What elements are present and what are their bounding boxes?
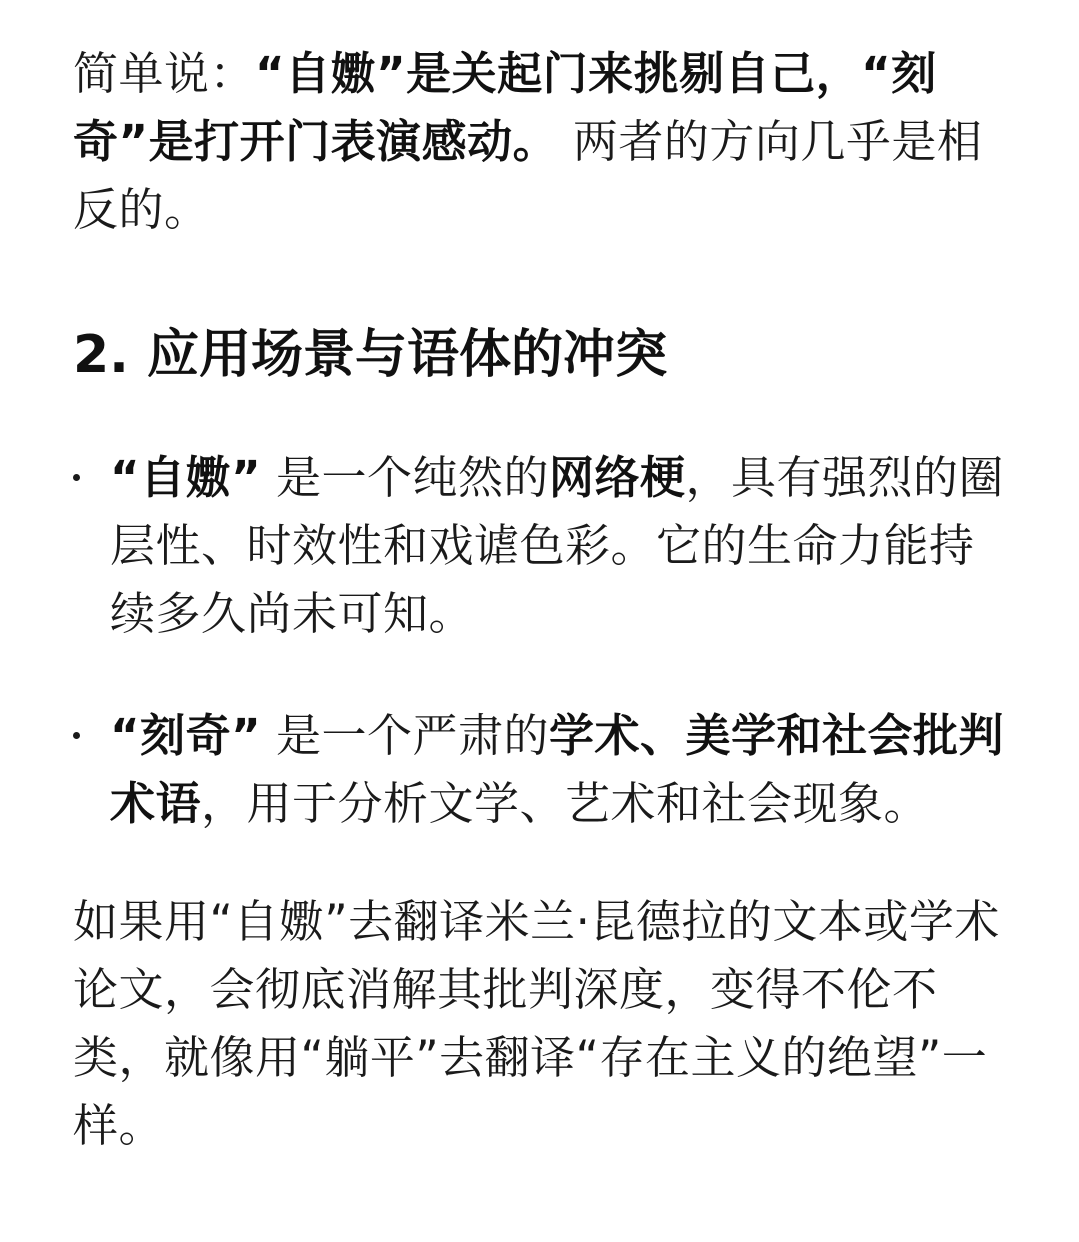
bullet-dot: [73, 732, 80, 739]
bullet-rest-text: ，具有强烈的圈层性、时效性和戏谑色彩。它的生命力能持续多久尚未可知。: [110, 451, 1004, 640]
bullet-dot: [73, 474, 80, 481]
bullet-mid-text: 是一个纯然的: [261, 451, 549, 504]
intro-suffix: 两者的方向几乎是相反的。: [73, 115, 983, 236]
list-item: [73, 444, 1013, 648]
intro-bold-statement: “自嫐”是关起门来挑剔自己，“刻奇”是打开门表演感动。: [73, 47, 937, 168]
section-heading: 2. 应用场景与语体的冲突: [73, 325, 668, 385]
bullet-text: [110, 451, 1004, 640]
bullet-term: “刻奇”: [110, 709, 262, 762]
intro-paragraph: [73, 40, 1013, 244]
bullet-emphasis: 网络梗: [548, 451, 686, 504]
list-item: [73, 702, 1013, 838]
bullet-text: [110, 709, 1004, 830]
bullet-list: [73, 444, 1013, 838]
bullet-rest-text: ，用于分析文学、艺术和社会现象。: [201, 777, 930, 830]
article-content: [73, 40, 1013, 1160]
bullet-mid-text: 是一个严肃的: [261, 709, 549, 762]
bullet-term: “自嫐”: [110, 451, 262, 504]
closing-paragraph: 如果用“自嫐”去翻译米兰·昆德拉的文本或学术论文，会彻底消解其批判深度，变得不伦不类，就像用“躺平”去翻译“存在主义的绝望”一样。: [73, 895, 1000, 1152]
bullet-emphasis: 学术、美学和社会批判术语: [110, 709, 1004, 830]
intro-prefix: 简单说：: [73, 47, 256, 100]
